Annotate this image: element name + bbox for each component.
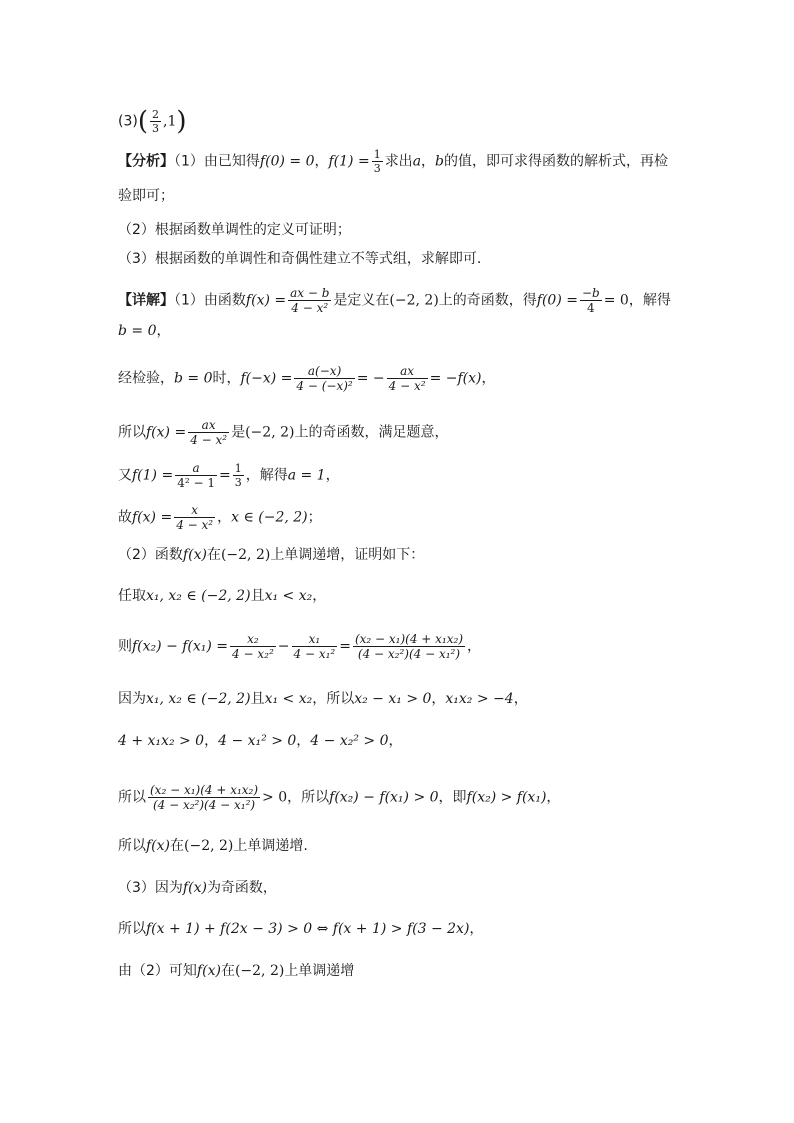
detail-line-8 [118,585,754,607]
text: 时， [212,370,241,387]
fraction-ax [387,364,428,393]
detail-line-9 [118,632,754,661]
text: ， [296,733,311,749]
fraction-a-neg-x [294,364,354,393]
text: ， [469,921,484,937]
text: 由（2）可知 [118,963,197,979]
analysis-line-2 [118,185,754,207]
math-eq: = [339,638,351,655]
frac-den: 3 [234,476,242,489]
frac-num: x [191,503,199,517]
fraction-one-third [372,148,383,175]
text: 又 [118,467,132,484]
fraction-fx-def [288,286,331,315]
frac-num: ax [201,418,216,432]
text: ， [388,733,403,749]
analysis-line-1 [118,148,754,175]
detail-line-6 [118,503,754,532]
detail-line-7 [118,544,754,566]
math-interval: (−2, 2) [245,424,295,441]
text: 求出 [384,153,413,170]
text: ， [312,588,327,604]
math-a: a [412,153,422,170]
frac-num: ax − b [290,286,330,300]
frac-den: 4 − (−x)² [296,379,353,393]
analysis-line-4 [118,248,754,270]
frac-den: 4 − x² [388,379,426,393]
text: 是 [231,424,246,441]
fraction-ax [188,418,229,447]
math-fx: f(x) [146,838,171,854]
text: （1）由函数 [174,292,246,309]
frac-den: 4 − x² [288,300,331,315]
math-x1x2: x₁, x₂ ∈ (−2, 2) [146,691,251,707]
frac-den: (4 − x₂²)(4 − x₁²) [353,646,465,661]
math-f1: f(1) = [328,153,370,170]
math-minus: − [277,638,290,655]
text: （3）根据函数的单调性和奇偶性建立不等式组，求解即可. [118,251,482,267]
frac-den: 3 [373,162,381,175]
detail-line-4 [118,418,754,447]
frac-den: 3 [152,122,159,135]
math-interval: (−2, 2) [220,547,271,563]
math-eq: = [218,467,231,484]
math-neg-fx: = −f(x) [429,370,482,387]
text: ，解得 [628,292,671,309]
frac-num: x₂ [247,632,259,646]
frac-den: 4² − 1 [177,476,215,490]
detail-line-1 [118,286,754,315]
frac-den: 4 − x₁² [293,647,336,661]
frac-den: (4 − x₂²)(4 − x₁²) [148,797,260,812]
text: 为奇函数， [206,880,277,896]
math-x1x2: x₁, x₂ ∈ (−2, 2) [146,588,251,604]
analysis-line-3 [118,219,754,241]
text: 且 [250,691,265,707]
math-b-eq0: b = 0 [174,370,213,387]
frac-num: 1 [373,148,381,161]
math-gt0: > 0 [262,789,288,806]
frac-num: 2 [152,108,159,121]
text: 因为 [118,691,146,707]
detail-line-13 [118,835,754,857]
analysis-tag: 【分析】 [118,153,174,170]
text: ， [513,691,528,707]
text: 是定义在 [333,292,390,309]
detail-line-14 [118,877,754,899]
text: ， [421,153,436,170]
math-eq0: = 0 [603,292,629,309]
text: ， [546,789,561,806]
text: 在 [170,838,185,854]
text: 在 [206,547,221,563]
math-interval: (−2, 2) [389,292,439,309]
text: ，即 [438,789,467,806]
detail-line-12 [118,783,754,812]
text: 则 [118,638,132,655]
text: ， [156,323,171,339]
fraction-product [353,632,465,661]
frac-num: a(−x) [307,364,342,378]
math-interval: (−2, 2) [234,963,285,979]
frac-num: (x₂ − x₁)(4 + x₁x₂) [150,783,259,797]
text: ， [204,733,219,749]
text: （2）根据函数单调性的定义可证明； [118,222,351,238]
text: ， [467,638,481,655]
text: 经检验， [118,370,174,387]
detail-line-15 [118,918,754,940]
frac-num: x₁ [308,632,321,646]
detail-line-5 [118,461,754,490]
math-fx: f(x) = [146,424,187,441]
math-b: b [435,153,445,170]
text: 上的奇函数，得 [438,292,537,309]
math-x1x2-gt: x₁x₂ > −4 [445,691,514,707]
comma: , [163,113,168,130]
fraction-product [148,783,260,812]
frac-num: ax [400,364,415,378]
text: ，解得 [245,467,288,484]
fraction-two-thirds [150,108,161,135]
text: 上的奇函数，满足题意， [294,424,449,441]
text: 所以 [118,921,146,937]
fraction-neg-b-over-4 [580,286,602,315]
math-fx2-gt-fx1: f(x₂) > f(x₁) [466,789,547,806]
text: ，所以 [312,691,355,707]
math-fx: f(x) [182,880,207,896]
open-paren: ( [137,106,148,137]
number-one: 1 [167,113,177,130]
math-b-eq0: b = 0 [118,323,157,339]
math-f0: f(0) = 0 [259,153,315,170]
text: 上单调递增. [233,838,308,854]
math-f1: f(1) = [132,467,174,484]
math-interval: (−2, 2) [184,838,234,854]
text: ， [481,370,496,387]
detail-line-11 [118,730,754,752]
frac-den: 4 − x² [190,433,228,447]
answer-3-line [118,108,754,135]
math-fx: f(x) = [245,292,287,309]
text: ， [217,509,232,526]
frac-den: 4 [580,300,602,315]
math-ineq-3: 4 − x₂² > 0 [310,733,389,749]
math-diff-gt0: f(x₂) − f(x₁) > 0 [329,789,439,806]
math-fx: f(x) = [132,509,173,526]
detail-line-2 [118,320,754,342]
frac-num: 1 [234,462,242,475]
fraction-one-third [233,462,244,489]
math-f-neg-x: f(−x) = [240,370,293,387]
text: ， [325,467,340,484]
text: ， [314,153,329,170]
text: 任取 [118,588,146,604]
text: （1）由已知得 [174,153,260,170]
detail-line-3 [118,364,754,393]
frac-den: 4 − x² [176,518,214,532]
frac-num: −b [581,286,600,300]
fraction-x-over [174,503,215,532]
fraction-x1 [292,632,338,661]
text: 上单调递增，证明如下： [270,547,425,563]
detail-tag: 【详解】 [118,292,174,309]
text: 的值，即可求得函数的解析式，再检 [444,153,669,170]
text: 所以 [118,838,146,854]
text: （2）函数 [118,547,183,563]
math-fx: f(x) [196,963,221,979]
math-ineq-2: 4 − x₁² > 0 [218,733,297,749]
answer-3-label: (3) [118,113,138,130]
text: 上单调递增 [284,963,355,979]
math-fx: f(x) [182,547,207,563]
math-diff: f(x₂) − f(x₁) = [132,638,229,655]
frac-num: a [192,461,200,475]
fraction-x2 [230,632,276,661]
detail-line-16 [118,960,754,982]
text: 且 [250,588,265,604]
math-a-eq1: a = 1 [287,467,326,484]
math-x1-lt-x2: x₁ < x₂ [264,588,313,604]
text: ，所以 [287,789,330,806]
close-paren: ) [176,106,187,137]
math-domain: x ∈ (−2, 2) [231,509,308,526]
text: 所以 [118,789,146,806]
math-x1-lt-x2: x₁ < x₂ [264,691,313,707]
text: （3）因为 [118,880,183,896]
math-ineq-1: 4 + x₁x₂ > 0 [118,733,205,749]
math-eq-neg: = − [356,370,385,387]
text: ， [431,691,446,707]
text: 验即可； [118,188,174,204]
text: 所以 [118,424,146,441]
frac-den: 4 − x₂² [232,647,274,661]
text: 在 [220,963,235,979]
text: 故 [118,509,132,526]
detail-line-10 [118,688,754,710]
text: ； [307,509,322,526]
math-x2-minus-x1: x₂ − x₁ > 0 [354,691,432,707]
math-ineq-equiv: f(x + 1) + f(2x − 3) > 0 ⇔ f(x + 1) > f(3 − 2x) [146,921,470,937]
fraction-a-over [175,461,217,490]
frac-num: (x₂ − x₁)(4 + x₁x₂) [354,632,463,646]
math-f0: f(0) = [536,292,578,309]
